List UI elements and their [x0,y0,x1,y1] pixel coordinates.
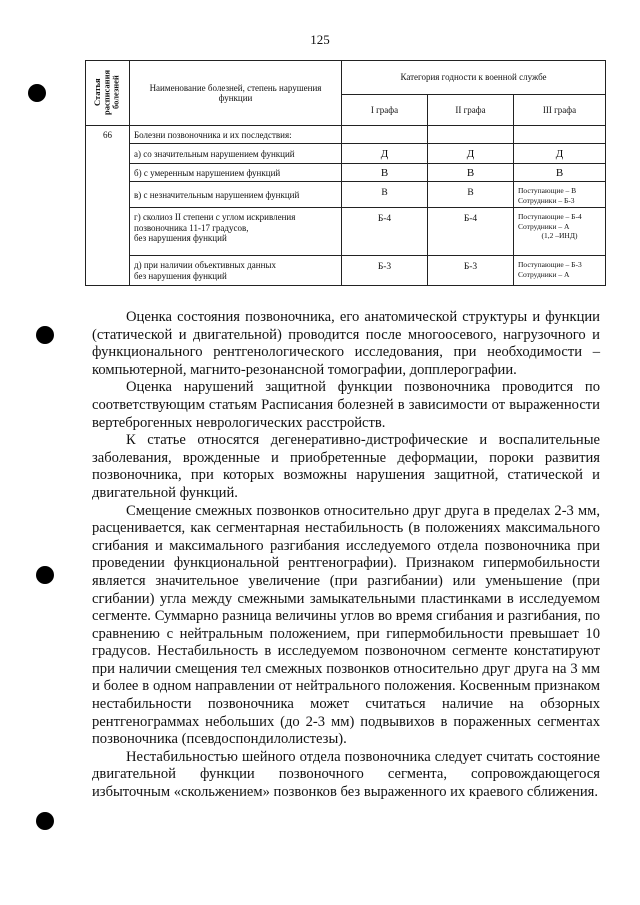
row-g1: В [342,182,428,208]
article-column-header: Статья расписания болезней [86,61,130,126]
row-g3: В [514,164,606,182]
row-g2: Б-3 [428,256,514,286]
row-name [130,208,342,256]
page-number: 125 [310,32,330,47]
row-g2 [428,126,514,144]
binder-hole-1 [28,84,46,102]
table-row [86,164,606,182]
g3-line: Сотрудники – Б-3 [518,195,575,205]
row-g1: Б-3 [342,256,428,286]
row-name-line: без нарушения функций [134,233,227,244]
graph-2-header: II графа [428,94,514,126]
row-name [130,256,342,286]
table-row [86,126,606,144]
g3-line: Поступающие – Б-4 [518,212,582,222]
row-g3: Д [514,144,606,164]
row-name-line: без нарушения функций [134,270,227,281]
binder-hole-2 [36,326,54,344]
disease-name-column-header: Наименование болезней, степень нарушения функции [130,61,342,126]
g3-line: (1,2 –ИНД) [541,231,578,241]
row-name: а) со значительным нарушением функций [130,144,342,164]
table-header-row [86,61,606,95]
body-text [92,309,600,802]
row-g3 [514,182,606,208]
row-name: б) с умеренным нарушением функций [130,164,342,182]
graph-1-header: I графа [342,94,428,126]
row-g2: В [428,182,514,208]
row-g2: Д [428,144,514,164]
g3-line: Поступающие – В [518,186,577,196]
table-row [86,256,606,286]
article-number: 66 [86,126,130,286]
row-g3 [514,126,606,144]
row-name-line: позвоночника 11-17 градусов, [134,222,249,233]
paragraph-assessment: Оценка состояния позвоночника, его анатомической структуры и функции (статической и двигательной) проводится после многоосевого, нагрузочного и функционального рентгенологического исследования, при необходимости – компьютерной, магнито-резонансной томографии, допплерографии. [92,309,600,378]
binder-hole-4 [36,812,54,830]
row-g1: Б-4 [342,208,428,256]
table-row [86,144,606,164]
paragraph-protective-function: Оценка нарушений защитной функции позвоночника проводится по соответствующим статьям Расписания болезней в зависимости от выраженности вертеброгенных неврологических расстройств. [92,379,600,431]
row-name: в) с незначительным нарушением функций [130,182,342,208]
g3-line: Поступающие – Б-3 [518,260,582,270]
row-g1: В [342,164,428,182]
row-name: Болезни позвоночника и их последствия: [130,126,342,144]
g3-line: Сотрудники – А [518,269,570,279]
table-row [86,208,606,256]
row-name-line: г) сколиоз II степени с углом искривления [134,212,296,223]
paragraph-cervical-instability: Нестабильностью шейного отдела позвоночника следует считать состояние двигательной функции позвоночного сегмента, сопровождающегося избыточным «скольжением» позвонков без выраженного их краевого сближения. [92,748,600,801]
paragraph-article-scope: К статье относятся дегенеративно-дистрофические и воспалительные заболевания, врожденные и приобретенные деформации, пороки развития позвоночника, при которых возможны нарушения защитной, статической и двигательной функций. [92,432,600,501]
table-row [86,182,606,208]
paragraph-instability: Смещение смежных позвонков относительно друг друга в пределах 2-3 мм, расценивается, как сегментарная нестабильность (в положениях максимального сгибания и максимального разгибания исследуемого отдела позвоночника при проведении функциональной рентгенографии). Признаком гипермобильности является значительное увеличение (при разгибании) или уменьшение (при сгибании) угла между смежными замыкательными пластинками в исследуемом сегменте. Суммарно разница величины углов во время сгибания и разгибания, по сравнению с нейтральным положением, при гипермобильности превышает 10 градусов. Нестабильность в исследуемом позвоночном сегменте констатируют при наличии смещения тел смежных позвонков относительно друг друга на 3 мм и более в одном направлении от нейтрального положения. Косвенным признаком нестабильности позвоночника может считаться наличие на обзорных рентгенограммах небольших (до 2-3 мм) подвывихов в пораженных сегментах позвоночника (псевдоспондилолистезы). [92,502,600,748]
row-g2: В [428,164,514,182]
graph-3-header: III графа [514,94,606,126]
fitness-category-table [85,60,606,286]
g3-line: Сотрудники – А [518,221,570,231]
category-header: Категория годности к военной службе [342,61,606,95]
row-name-line: д) при наличии объективных данных [134,260,276,271]
binder-hole-3 [36,566,54,584]
row-g3 [514,256,606,286]
row-g1: Д [342,144,428,164]
row-g1 [342,126,428,144]
row-g2: Б-4 [428,208,514,256]
row-g3 [514,208,606,256]
